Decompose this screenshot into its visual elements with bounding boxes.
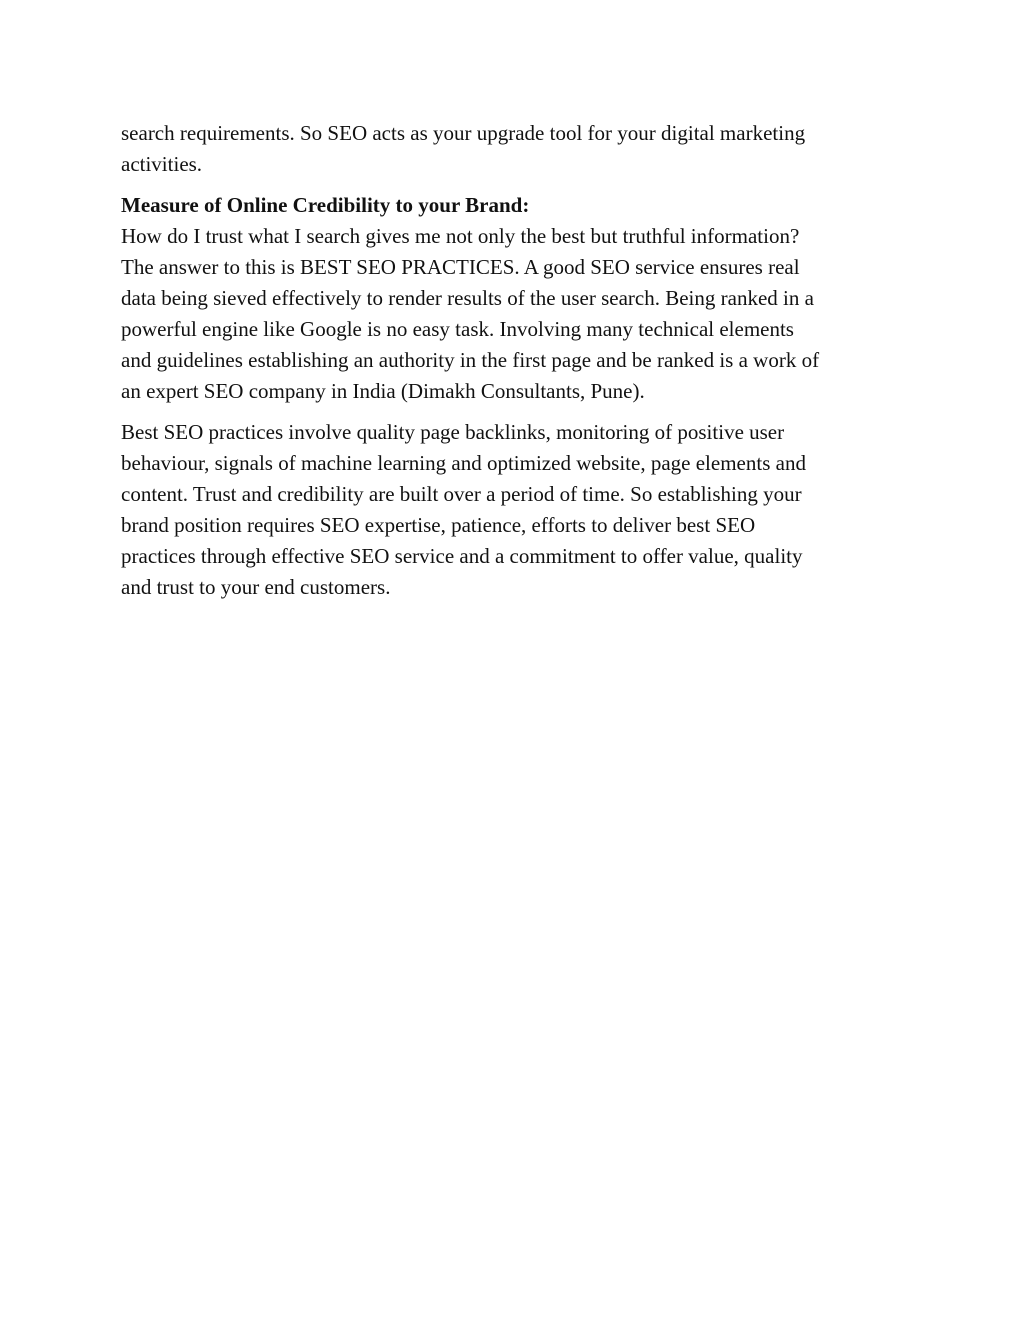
document-content — [121, 118, 911, 613]
section-heading: Measure of Online Credibility to your Brand: — [121, 193, 530, 217]
section-paragraph-1: How do I trust what I search gives me not only the best but truthful information? The answer to this is BEST SEO PRACTICES. A good SEO service ensures real data being sieved effectively to render results of the user search. Being ranked in a powerful engine like Google is no easy task. Involving many technical elements and guidelines establishing an authority in the first page and be ranked is a work of an expert SEO company in India (Dimakh Consultants, Pune). — [121, 224, 820, 403]
section-paragraph-2: Best SEO practices involve quality page backlinks, monitoring of positive user behaviour, signals of machine learning and optimized website, page elements and content. Trust and credibility are built over a period of time. So establishing your brand position requires SEO expertise, patience, efforts to deliver best SEO practices through effective SEO service and a commitment to offer value, quality and trust to your end customers. — [121, 420, 806, 599]
intro-paragraph: search requirements. So SEO acts as your upgrade tool for your digital marketing activities. — [121, 121, 806, 176]
